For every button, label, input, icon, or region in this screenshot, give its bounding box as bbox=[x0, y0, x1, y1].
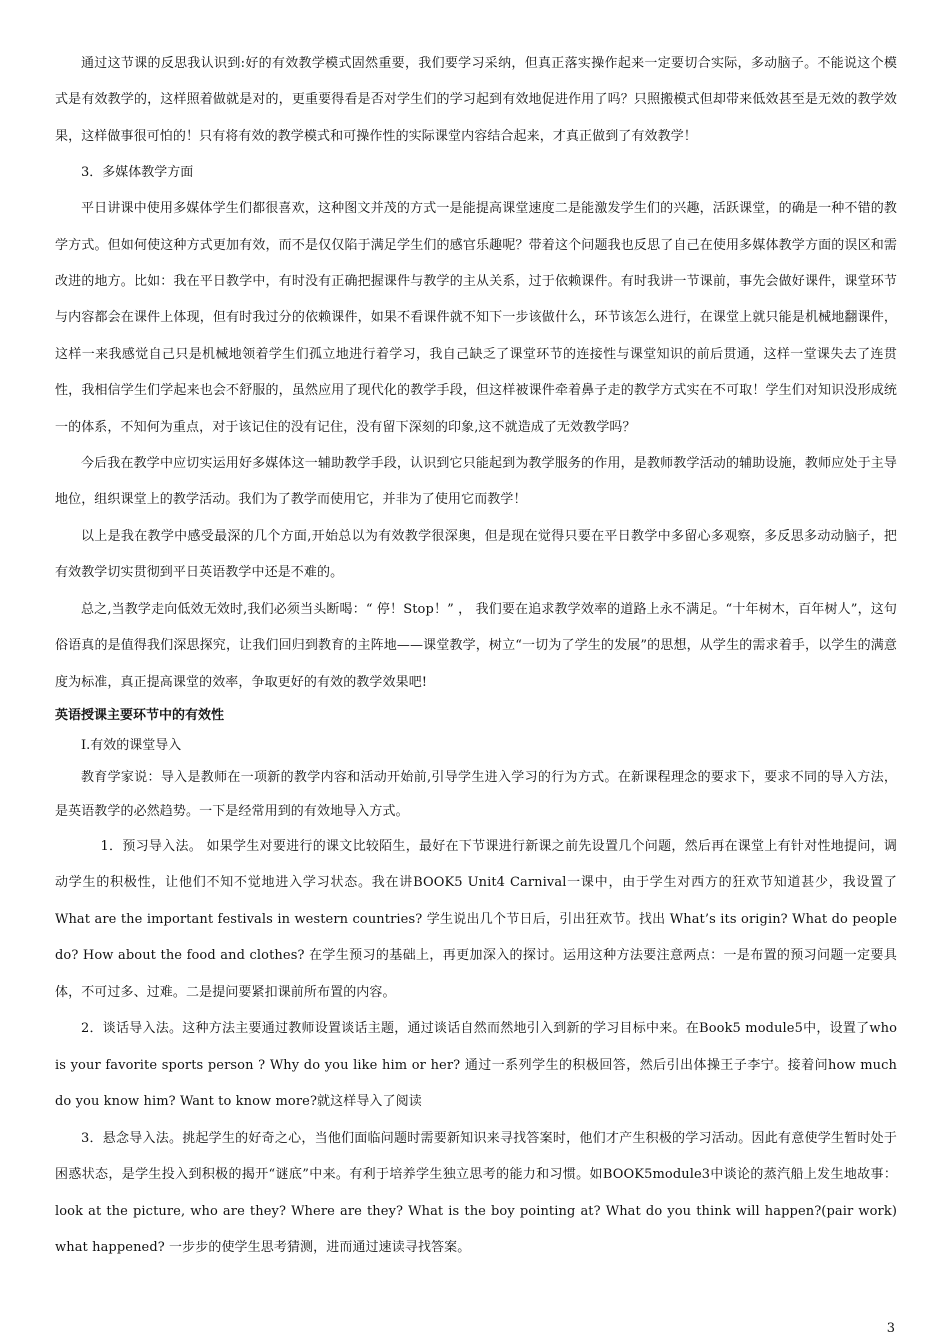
paragraph-talk-method: 2．谈话导入法。这种方法主要通过教师设置谈话主题，通过谈话自然而然地引入到新的学习目标中来。在Book5 module5中，设置了who is your favorite sports person ? Why do you like him or her? 通过一系列学生的积极回答，然后引出体操王子李宁。接着问how much do you know him? Want to know more?就这样导入了阅读 bbox=[55, 1021, 897, 1110]
heading-multimedia: 3．多媒体教学方面 bbox=[81, 165, 194, 181]
paragraph-conclusion: 总之,当教学走向低效无效时,我们必须当头断喝：“ 停！Stop！” ， 我们要在追求教学效率的道路上永不满足。“十年树木，百年树人”，这句俗语真的是值得我们深思探究，让我们回归到教育的主阵地——课堂教学，树立“一切为了学生的发展”的思想，从学生的需求着手，以学生的满意度为标准，真正提高课堂的效率，争取更好的有效的教学效果吧! bbox=[55, 601, 897, 690]
paragraph-intro-methods: 教育学家说：导入是教师在一项新的教学内容和活动开始前,引导学生进入学习的行为方式。在新课程理念的要求下，要求不同的导入方法，是英语教学的必然趋势。一下是经常用到的有效地导入方式。 bbox=[55, 769, 897, 819]
paragraph-multimedia: 平日讲课中使用多媒体学生们都很喜欢，这种图文并茂的方式一是能提高课堂速度二是能激发学生们的兴趣，活跃课堂，的确是一种不错的教学方式。但如何使这种方式更加有效，而不是仅仅陷于满足学生们的感官乐趣呢？带着这个问题我也反思了自己在使用多媒体教学方面的误区和需改进的地方。比如：我在平日教学中，有时没有正确把握课件与教学的主从关系，过于依赖课件。有时我讲一节课前，事先会做好课件，课堂环节与内容都会在课件上体现，但有时我过分的依赖课件，如果不看课件就不知下一步该做什么，环节该怎么进行，在课堂上就只能是机械地翻课件，这样一来我感觉自己只是机械地领着学生们孤立地进行着学习，我自己缺乏了课堂环节的连接性与课堂知识的前后贯通，这样一堂课失去了连贯性，我相信学生们学起来也会不舒服的，虽然应用了现代化的教学手段，但这样被课件牵着鼻子走的教学方式实在不可取！学生们对知识没形成统一的体系，不知何为重点，对于该记住的没有记住，没有留下深刻的印象,这不就造成了无效教学吗？ bbox=[55, 201, 897, 435]
subsection-title: I.有效的课堂导入 bbox=[81, 737, 182, 753]
paragraph-future-use: 今后我在教学中应切实运用好多媒体这一辅助教学手段，认识到它只能起到为教学服务的作用，是教师教学活动的辅助设施，教师应处于主导地位，组织课堂上的教学活动。我们为了教学而使用它，并非为了使用它而教学！ bbox=[55, 456, 897, 508]
paragraph-summary: 以上是我在教学中感受最深的几个方面,开始总以为有效教学很深奥，但是现在觉得只要在平日教学中多留心多观察，多反思多动动脑子，把有效教学切实贯彻到平日英语教学中还是不难的。 bbox=[55, 528, 897, 581]
section-title: 英语授课主要环节中的有效性 bbox=[55, 707, 225, 723]
paragraph-preview-method: 1．预习导入法。 如果学生对要进行的课文比较陌生，最好在下节课进行新课之前先设置几个问题，然后再在课堂上有针对性地提问，调动学生的积极性，让他们不知不觉地进入学习状态。我在讲BOOK5 Unit4 Carnival一课中，由于学生对西方的狂欢节知道甚少，我设置了What are the important festivals in western countries? 学生说出几个节日后，引出狂欢节。找出 What’s its origin? What do people do? How about the food and clothes? 在学生预习的基础上，再更加深入的探讨。运用这种方法要注意两点：一是布置的预习问题一定要具体，不可过多、过难。二是提问要紧扣课前所布置的内容。 bbox=[55, 838, 897, 1000]
document-page bbox=[55, 46, 897, 1267]
paragraph-suspense-method: 3．悬念导入法。挑起学生的好奇之心，当他们面临问题时需要新知识来寻找答案时，他们才产生积极的学习活动。因此有意使学生暂时处于困惑状态，是学生投入到积极的揭开“谜底”中来。有利于培养学生独立思考的能力和习惯。如BOOK5module3中谈论的蒸汽船上发生地故事：look at the picture, who are they? Where are they? What is the boy pointing at? What do you think will happen?(pair work) what happened? 一步步的使学生思考猜测，进而通过速读寻找答案。 bbox=[55, 1130, 897, 1256]
paragraph-reflection: 通过这节课的反思我认识到:好的有效教学模式固然重要，我们要学习采纳，但真正落实操作起来一定要切合实际，多动脑子。不能说这个模式是有效教学的，这样照着做就是对的，更重要得看是否对学生们的学习起到有效地促进作用了吗？只照搬模式但却带来低效甚至是无效的教学效果，这样做事很可怕的！只有将有效的教学模式和可操作性的实际课堂内容结合起来，才真正做到了有效教学！ bbox=[55, 56, 897, 144]
page-number: 3 bbox=[886, 1321, 895, 1336]
